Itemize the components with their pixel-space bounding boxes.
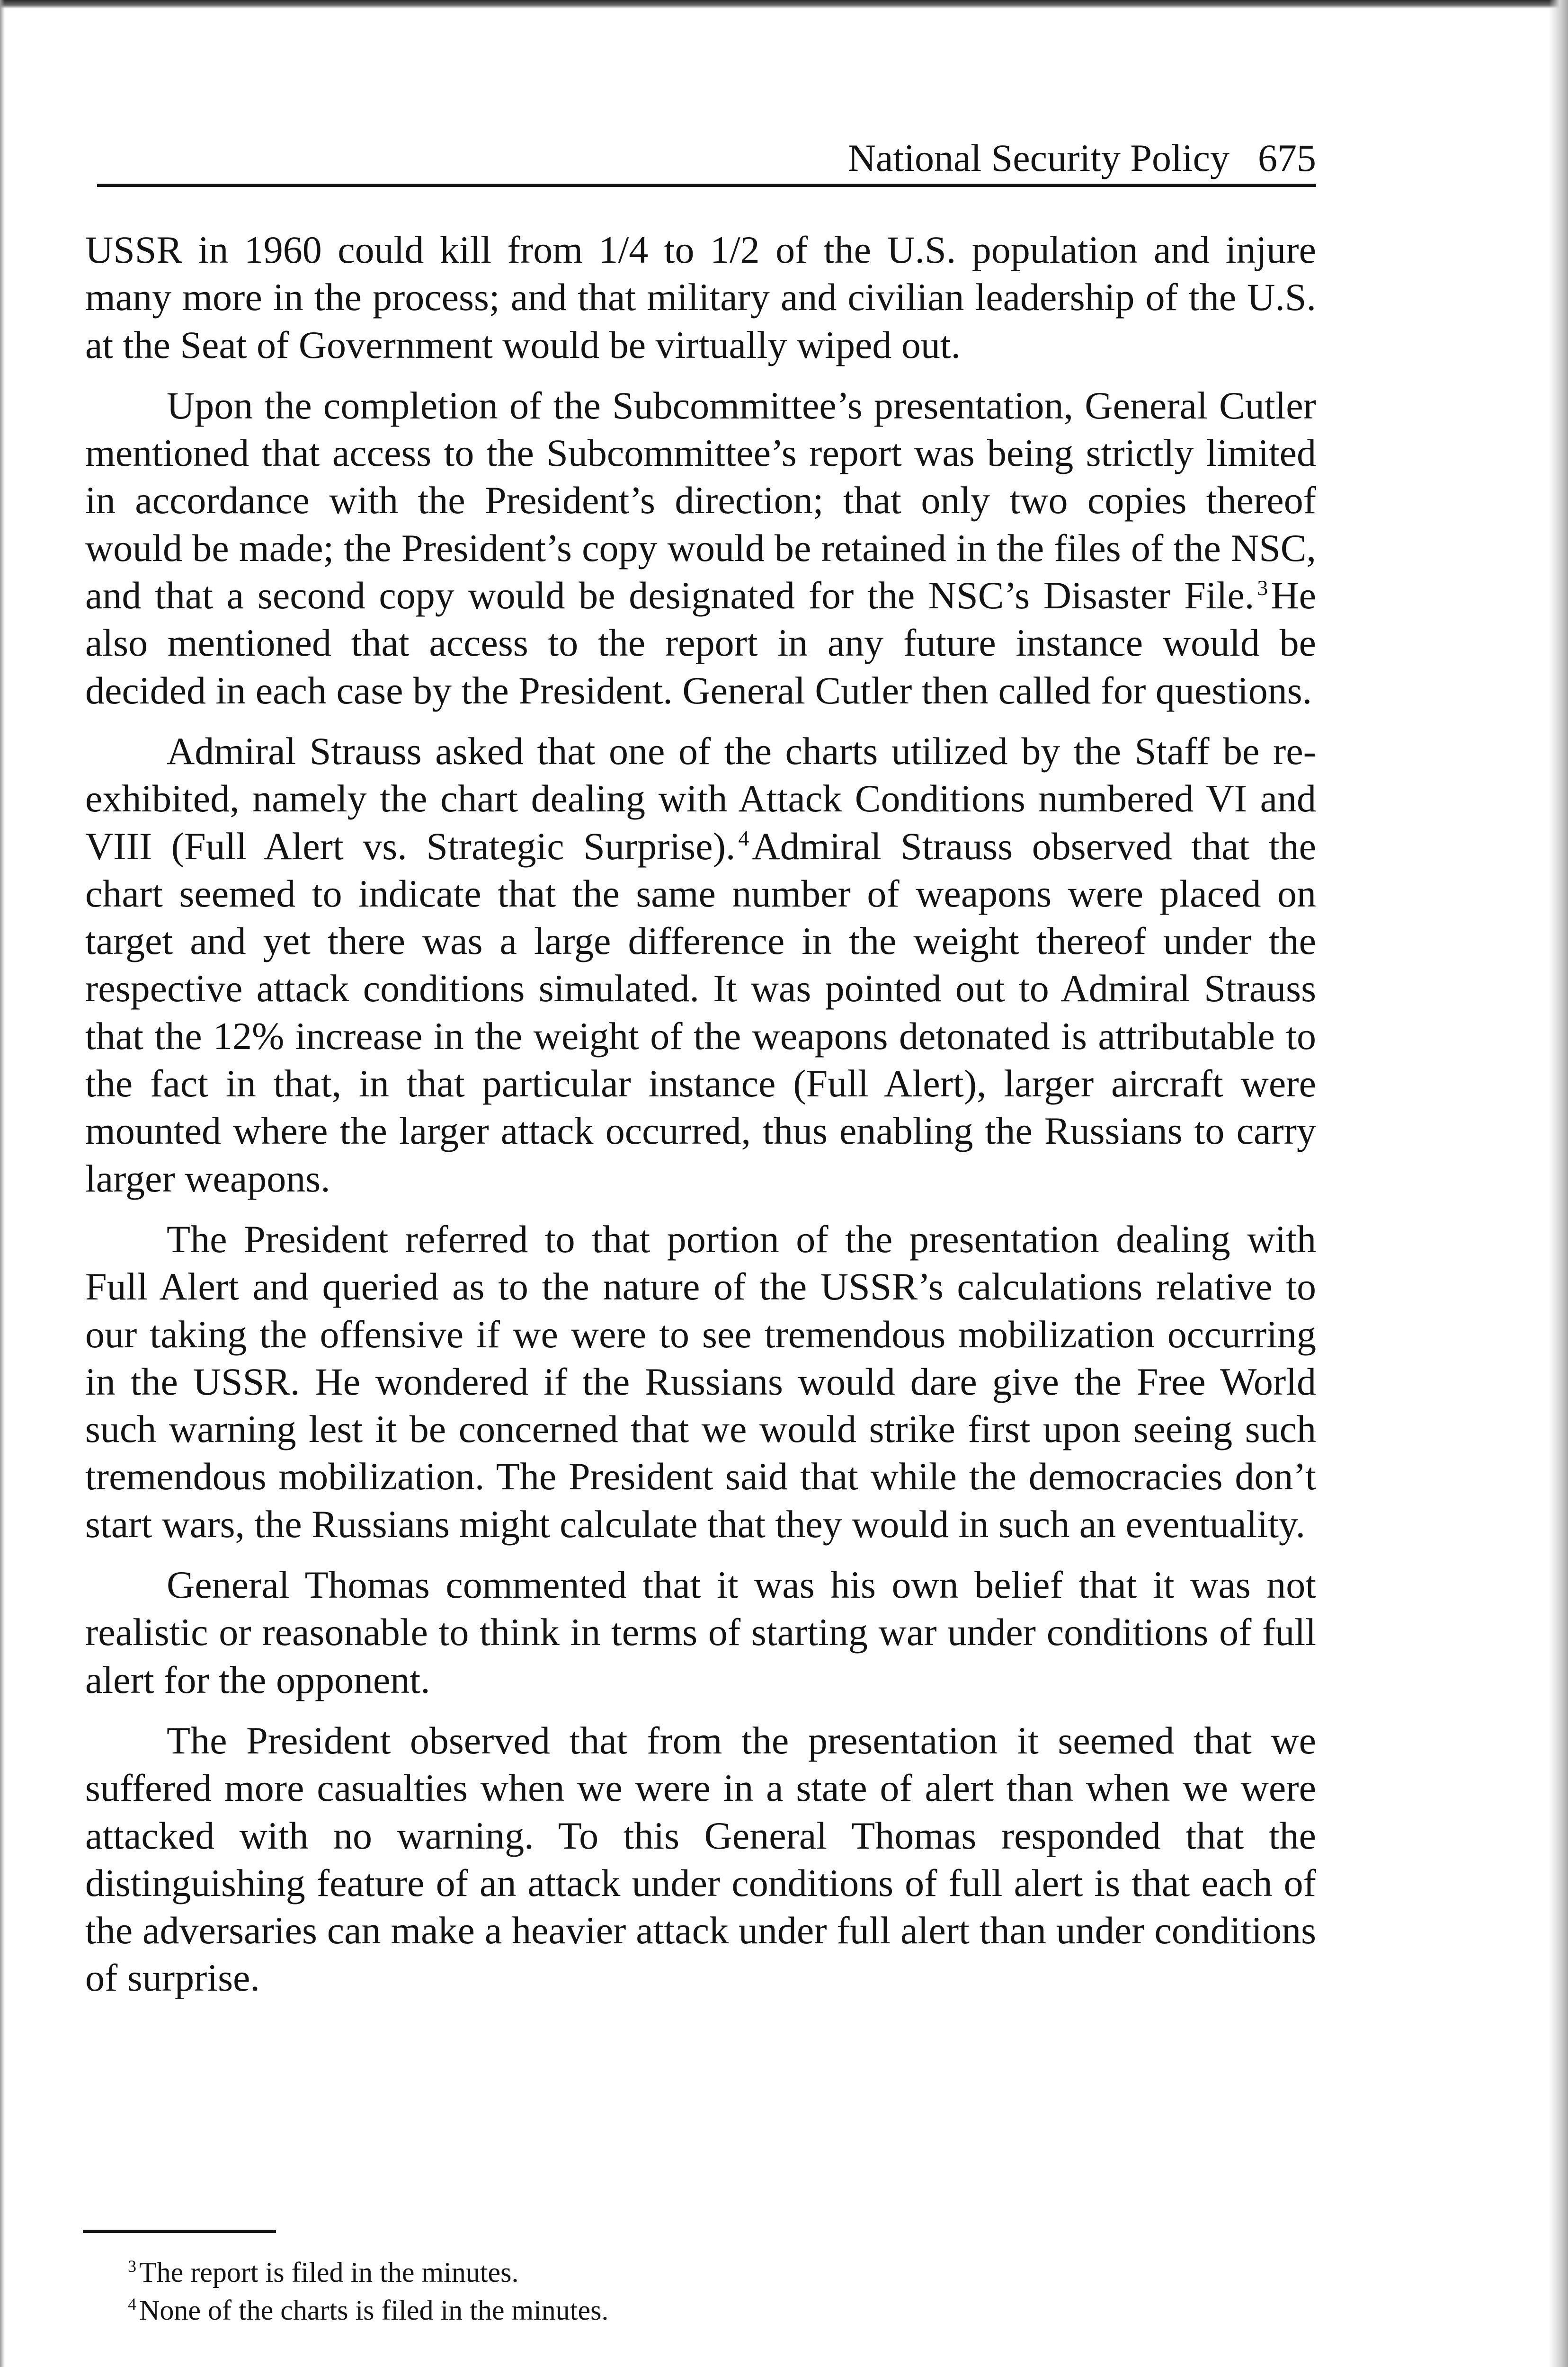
page-number: 675 (1258, 136, 1316, 179)
paragraph-3-text-after: Admiral Strauss observed that the chart seemed to indicate that the same number of weapons were placed on target and yet there was a large difference in the weight thereof under the respective attack conditions simulated. It was pointed out to Admiral Strauss that the 12% increase in the weight of the weapons detonated is attributable to the fact in that, in that particular instance (Full Alert), larger aircraft were mounted where the larger attack occurred, thus enabling the Russians to carry larger weapons. (85, 824, 1316, 1200)
paragraph-4-text: The President referred to that portion of the presentation dealing with Full Alert and queried as to the nature of the USSR’s calculations relative to our taking the offensive if we were to see tremendous mobilization occurring in the USSR. He wondered if the Russians would dare give the Free World such warning lest it be concerned that we would strike first upon seeing such tremendous mobilization. The President said that while the democracies don’t start wars, the Russians might calculate that they would in such an eventuality. (85, 1217, 1316, 1546)
footnote-4-text: None of the charts is filed in the minutes. (139, 2295, 609, 2326)
footnote-3 (128, 2253, 1217, 2291)
scan-right-edge (1549, 0, 1568, 2367)
paragraph-4 (85, 1216, 1316, 1548)
running-head (97, 133, 1316, 187)
paragraph-5-text: General Thomas commented that it was his own belief that it was not realistic or reasonable to think in terms of starting war under conditions of full alert for the opponent. (85, 1563, 1316, 1701)
footnote-ref-4: 4 (738, 826, 749, 851)
footnotes (128, 2253, 1217, 2329)
paragraph-2-text-before: Upon the completion of the Subcommittee’s presentation, General Cutler mentioned that access to the Subcommittee’s report was being strictly limited in accordance with the President’s direction; that only two copies thereof would be made; the President’s copy would be retained in the files of the NSC, and that a second copy would be designated for the NSC’s Disaster File. (85, 383, 1316, 617)
paragraph-3-text-before: Admiral Strauss asked that one of the charts utilized by the Staff be re-exhibited, namely the chart dealing with Attack Conditions numbered VI and VIII (Full Alert vs. Strategic Surprise). (85, 729, 1316, 868)
paragraph-2 (85, 382, 1316, 714)
paragraph-6 (85, 1717, 1316, 2002)
footnote-4 (128, 2291, 1217, 2329)
scan-left-edge (0, 0, 5, 2367)
footnote-4-number: 4 (128, 2295, 136, 2314)
paragraph-5 (85, 1561, 1316, 1704)
footnote-3-text: The report is filed in the minutes. (139, 2257, 519, 2288)
footnote-rule (83, 2230, 276, 2233)
paragraph-1 (85, 226, 1316, 369)
main-text (85, 226, 1316, 2015)
running-head-title: National Security Policy (847, 136, 1229, 179)
scan-top-edge (0, 0, 1568, 9)
paragraph-2-text-after: He also mentioned that access to the report in any future instance would be decided in each case by the President. General Cutler then called for questions. (85, 574, 1316, 712)
paragraph-3 (85, 728, 1316, 1202)
footnote-ref-3: 3 (1257, 575, 1268, 600)
paragraph-1-text: USSR in 1960 could kill from 1/4 to 1/2 of the U.S. population and injure many more in the process; and that military and civilian leadership of the U.S. at the Seat of Government would be virtually wiped out. (85, 228, 1316, 366)
paragraph-6-text: The President observed that from the presentation it seemed that we suffered more casualties when we were in a state of alert than when we were attacked with no warning. To this General Thomas responded that the distinguishing feature of an attack under conditions of full alert is that each of the adversaries can make a heavier attack under full alert than under conditions of surprise. (85, 1718, 1316, 2000)
footnote-3-number: 3 (128, 2257, 136, 2276)
